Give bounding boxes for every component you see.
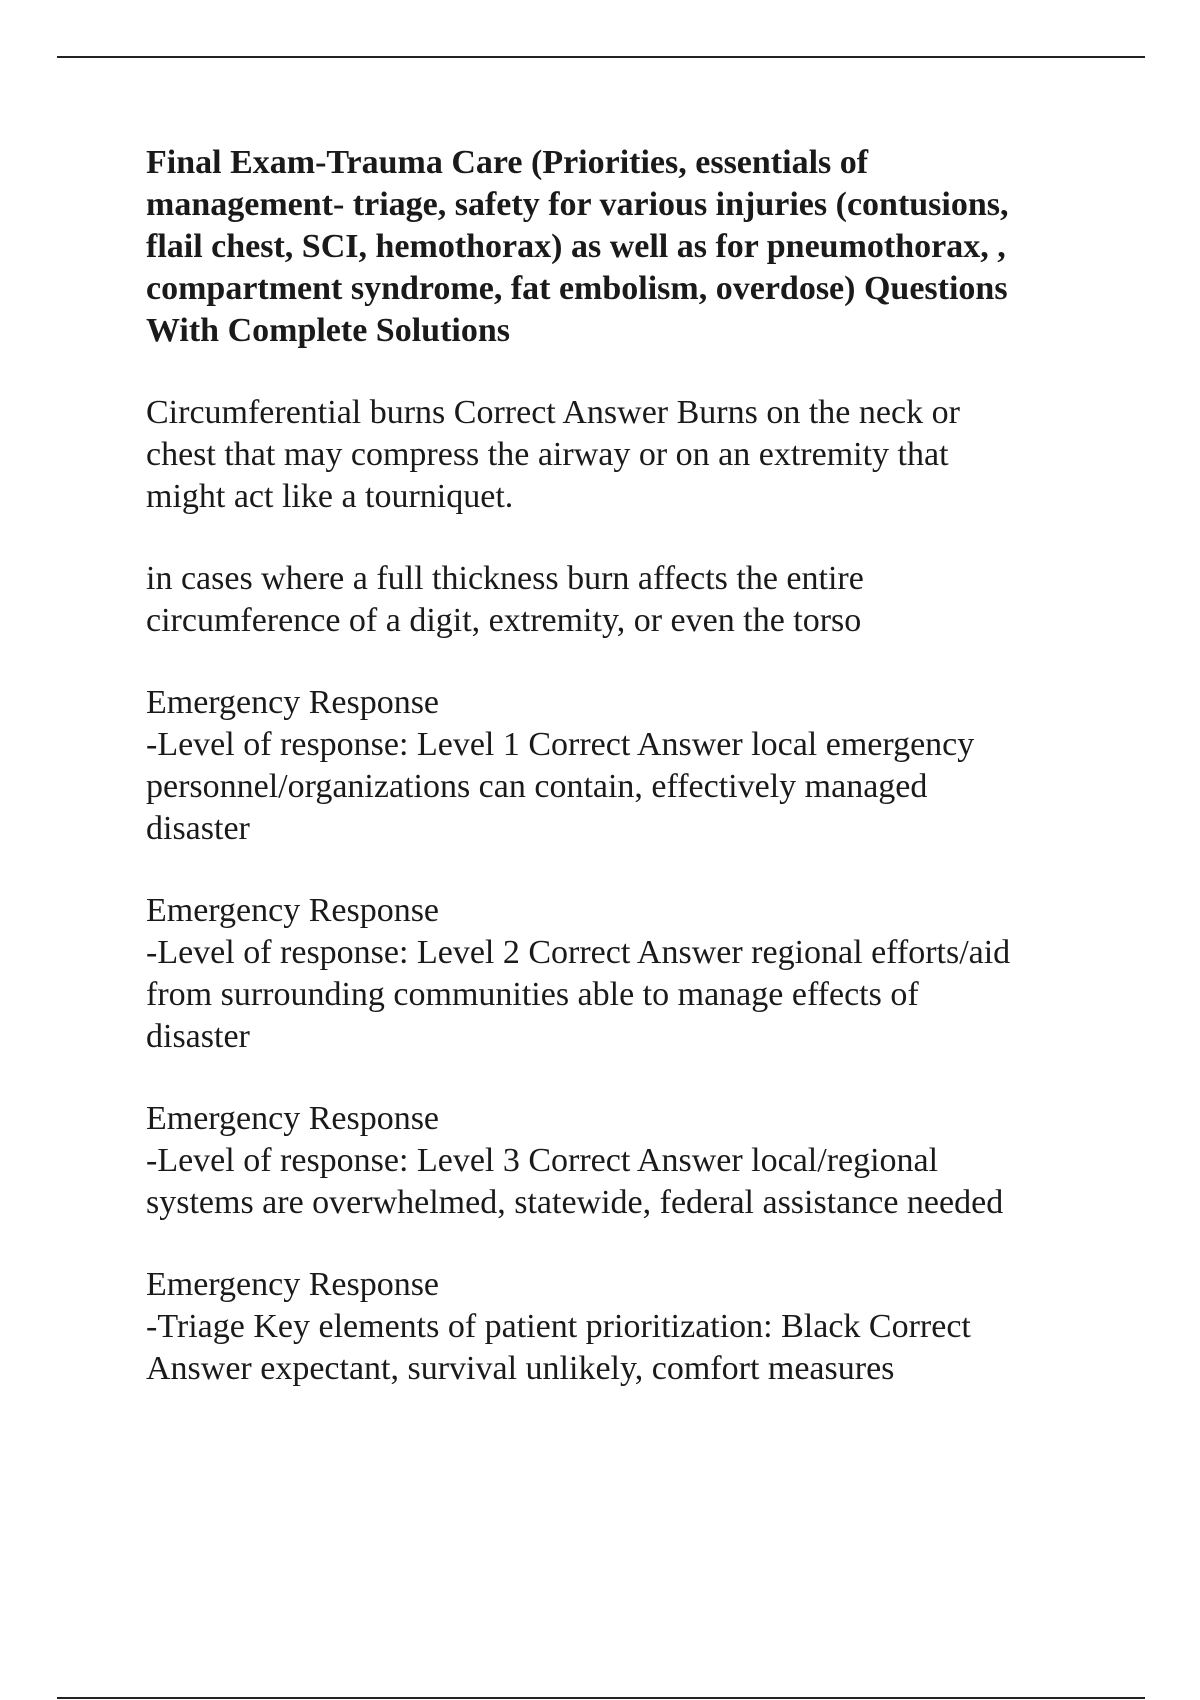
bottom-rule: [57, 1697, 1145, 1699]
top-rule: [57, 56, 1145, 58]
document-title: Final Exam-Trauma Care (Priorities, essentials of management- triage, safety for various injuries (contusions, flail chest, SCI, hemothorax) as well as for pneumothorax, , compartment syndrome, fat embolism, overdose) Questions With Complete Solutions: [146, 144, 1009, 349]
qa-entry-response-level-3: Emergency Response -Level of response: Level 3 Correct Answer local/regional systems are overwhelmed, statewide, federal assistance needed: [146, 1100, 1004, 1221]
qa-entry-circumferential-burns: Circumferential burns Correct Answer Burns on the neck or chest that may compress the airway or on an extremity that might act like a tourniquet.: [146, 394, 960, 515]
qa-entry-response-level-1: Emergency Response -Level of response: Level 1 Correct Answer local emergency personnel/organizations can contain, effectively managed disaster: [146, 684, 975, 847]
qa-entry-triage-black: Emergency Response -Triage Key elements of patient prioritization: Black Correct Answer expectant, survival unlikely, comfort measures: [146, 1266, 971, 1387]
qa-entry-full-thickness-burn: in cases where a full thickness burn affects the entire circumference of a digit, extremity, or even the torso: [146, 560, 864, 639]
document-body: [146, 142, 1106, 1430]
qa-entry-response-level-2: Emergency Response -Level of response: Level 2 Correct Answer regional efforts/aid from surrounding communities able to manage effects of disaster: [146, 892, 1011, 1055]
